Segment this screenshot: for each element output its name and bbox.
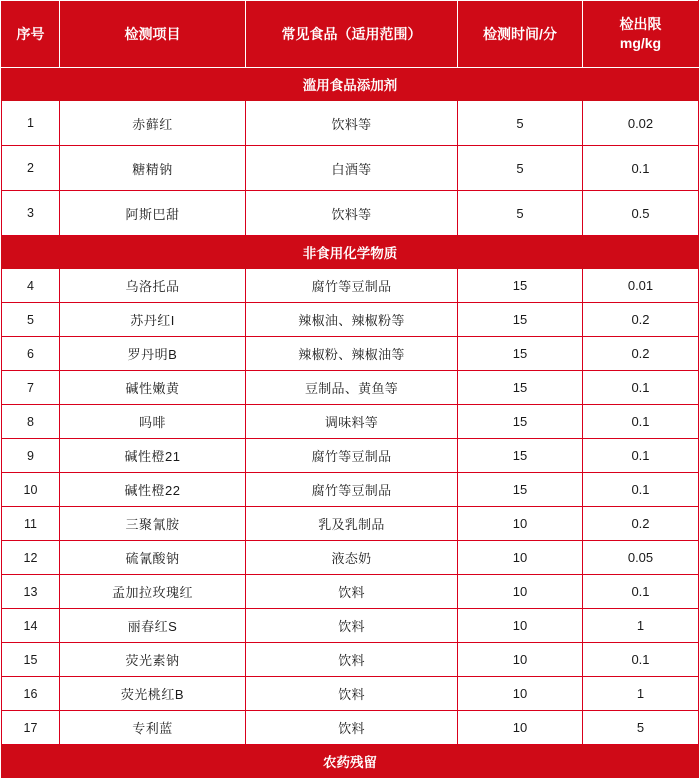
cell-time: 15 — [458, 405, 583, 439]
cell-item: 苏丹红I — [60, 303, 246, 337]
section-header-row — [2, 236, 699, 269]
cell-item: 阿斯巴甜 — [60, 191, 246, 236]
header-item: 检测项目 — [60, 1, 246, 68]
cell-food: 辣椒油、辣椒粉等 — [246, 303, 458, 337]
cell-item: 赤藓红 — [60, 101, 246, 146]
table-row — [2, 677, 699, 711]
cell-time: 5 — [458, 146, 583, 191]
cell-item: 乌洛托品 — [60, 269, 246, 303]
cell-food: 饮料 — [246, 643, 458, 677]
cell-food: 乳及乳制品 — [246, 507, 458, 541]
cell-limit: 0.1 — [583, 405, 699, 439]
cell-index: 7 — [2, 371, 60, 405]
table-row — [2, 473, 699, 507]
cell-food: 饮料 — [246, 575, 458, 609]
section-title: 非食用化学物质 — [2, 236, 699, 269]
table-row — [2, 507, 699, 541]
cell-food: 液态奶 — [246, 541, 458, 575]
table-row — [2, 371, 699, 405]
table-row — [2, 541, 699, 575]
cell-index: 5 — [2, 303, 60, 337]
cell-index: 8 — [2, 405, 60, 439]
table-row — [2, 711, 699, 745]
cell-limit: 0.02 — [583, 101, 699, 146]
header-limit-line1: 检出限 — [619, 16, 662, 33]
section-header-row — [2, 68, 699, 101]
table-row — [2, 303, 699, 337]
table-row — [2, 643, 699, 677]
cell-limit: 5 — [583, 711, 699, 745]
cell-index: 15 — [2, 643, 60, 677]
cell-time: 10 — [458, 575, 583, 609]
cell-time: 5 — [458, 191, 583, 236]
cell-limit: 1 — [583, 677, 699, 711]
cell-index: 9 — [2, 439, 60, 473]
cell-limit: 0.1 — [583, 473, 699, 507]
cell-item: 荧光素钠 — [60, 643, 246, 677]
cell-time: 10 — [458, 541, 583, 575]
cell-limit: 0.1 — [583, 575, 699, 609]
cell-item: 孟加拉玫瑰红 — [60, 575, 246, 609]
cell-index: 14 — [2, 609, 60, 643]
cell-time: 10 — [458, 643, 583, 677]
table-row — [2, 337, 699, 371]
header-time: 检测时间/分 — [458, 1, 583, 68]
cell-food: 饮料 — [246, 609, 458, 643]
cell-index: 2 — [2, 146, 60, 191]
cell-item: 罗丹明B — [60, 337, 246, 371]
table-row — [2, 191, 699, 236]
cell-limit: 0.2 — [583, 337, 699, 371]
table-row — [2, 146, 699, 191]
header-index: 序号 — [2, 1, 60, 68]
header-row — [2, 1, 699, 68]
cell-time: 15 — [458, 303, 583, 337]
cell-index: 11 — [2, 507, 60, 541]
cell-limit: 0.1 — [583, 643, 699, 677]
cell-item: 专利蓝 — [60, 711, 246, 745]
cell-item: 碱性嫩黄 — [60, 371, 246, 405]
cell-item: 吗啡 — [60, 405, 246, 439]
header-limit-line2: mg/kg — [619, 35, 662, 51]
detection-table — [1, 0, 699, 778]
cell-item: 硫氰酸钠 — [60, 541, 246, 575]
cell-limit: 0.2 — [583, 507, 699, 541]
cell-item: 荧光桃红B — [60, 677, 246, 711]
cell-item: 丽春红S — [60, 609, 246, 643]
cell-food: 饮料等 — [246, 191, 458, 236]
cell-time: 10 — [458, 711, 583, 745]
cell-food: 调味料等 — [246, 405, 458, 439]
cell-item: 糖精钠 — [60, 146, 246, 191]
cell-index: 10 — [2, 473, 60, 507]
cell-time: 10 — [458, 507, 583, 541]
table-row — [2, 439, 699, 473]
cell-time: 15 — [458, 269, 583, 303]
table-body — [2, 68, 699, 778]
table-header — [2, 1, 699, 68]
cell-limit: 0.1 — [583, 371, 699, 405]
cell-time: 15 — [458, 473, 583, 507]
cell-limit: 0.5 — [583, 191, 699, 236]
cell-food: 腐竹等豆制品 — [246, 269, 458, 303]
cell-index: 12 — [2, 541, 60, 575]
cell-index: 13 — [2, 575, 60, 609]
cell-item: 三聚氰胺 — [60, 507, 246, 541]
cell-time: 10 — [458, 677, 583, 711]
cell-time: 15 — [458, 337, 583, 371]
section-title: 滥用食品添加剂 — [2, 68, 699, 101]
header-limit — [583, 1, 699, 68]
cell-index: 3 — [2, 191, 60, 236]
cell-index: 17 — [2, 711, 60, 745]
cell-time: 5 — [458, 101, 583, 146]
cell-time: 15 — [458, 439, 583, 473]
cell-food: 饮料 — [246, 677, 458, 711]
section-title: 农药残留 — [2, 745, 699, 778]
table-row — [2, 575, 699, 609]
cell-food: 腐竹等豆制品 — [246, 473, 458, 507]
cell-item: 碱性橙21 — [60, 439, 246, 473]
cell-limit: 0.1 — [583, 439, 699, 473]
cell-item: 碱性橙22 — [60, 473, 246, 507]
cell-index: 16 — [2, 677, 60, 711]
table-row — [2, 101, 699, 146]
cell-food: 辣椒粉、辣椒油等 — [246, 337, 458, 371]
cell-time: 15 — [458, 371, 583, 405]
cell-limit: 0.2 — [583, 303, 699, 337]
cell-index: 1 — [2, 101, 60, 146]
table-row — [2, 405, 699, 439]
cell-limit: 0.1 — [583, 146, 699, 191]
table-row — [2, 609, 699, 643]
cell-time: 10 — [458, 609, 583, 643]
header-food: 常见食品（适用范围） — [246, 1, 458, 68]
cell-food: 白酒等 — [246, 146, 458, 191]
cell-limit: 0.01 — [583, 269, 699, 303]
cell-food: 豆制品、黄鱼等 — [246, 371, 458, 405]
cell-limit: 1 — [583, 609, 699, 643]
cell-index: 6 — [2, 337, 60, 371]
cell-food: 腐竹等豆制品 — [246, 439, 458, 473]
table-row — [2, 269, 699, 303]
cell-index: 4 — [2, 269, 60, 303]
cell-limit: 0.05 — [583, 541, 699, 575]
section-header-row — [2, 745, 699, 778]
cell-food: 饮料等 — [246, 101, 458, 146]
cell-food: 饮料 — [246, 711, 458, 745]
